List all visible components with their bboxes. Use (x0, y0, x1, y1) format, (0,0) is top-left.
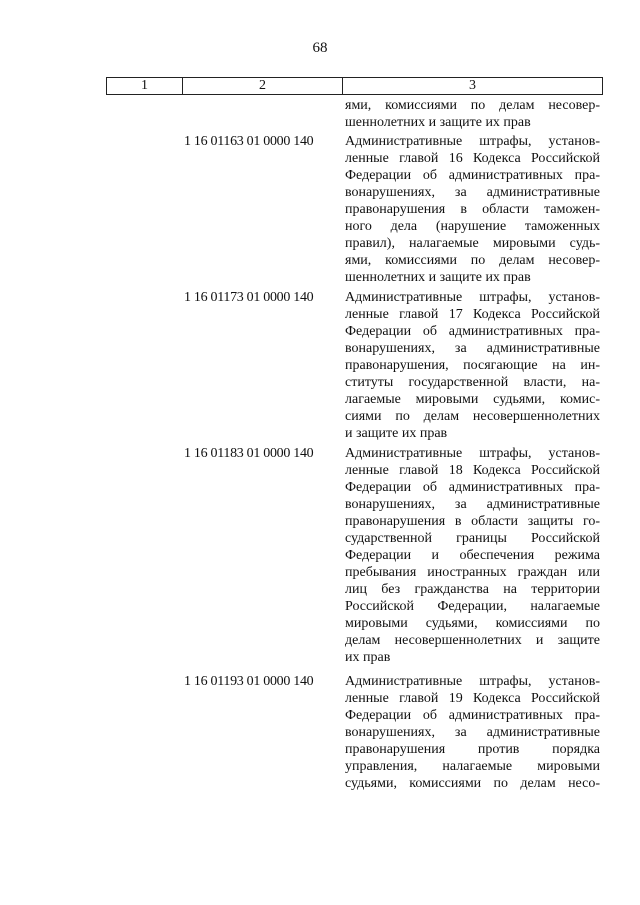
description-line: ленные главой 18 Кодекса Российской (345, 463, 600, 478)
row-description (345, 133, 600, 286)
description-line: лагаемые мировыми судьями, комис- (345, 392, 600, 407)
description-line: шеннолетних и защите их прав (345, 115, 531, 130)
description-line: Административные штрафы, установ- (345, 134, 600, 149)
budget-code: 1 16 01183 01 0000 140 (184, 446, 314, 461)
row-description (345, 289, 600, 442)
description-line: ституты государственной власти, на- (345, 375, 600, 390)
description-line: Административные штрафы, установ- (345, 674, 600, 689)
page-number: 68 (312, 40, 328, 56)
description-line: пребывания иностранных граждан или (345, 565, 600, 580)
budget-code: 1 16 01173 01 0000 140 (184, 290, 314, 305)
description-line: правонарушения, посягающие на ин- (345, 358, 600, 373)
description-line: вонарушениях, за административные (345, 185, 600, 200)
table-header-row (106, 77, 603, 95)
description-line: сударственной границы Российской (345, 531, 600, 546)
description-line: Федерации об административных пра- (345, 708, 600, 723)
description-line: делам несовершеннолетних и защите (345, 633, 600, 648)
description-line: ленные главой 17 Кодекса Российской (345, 307, 600, 322)
budget-code: 1 16 01163 01 0000 140 (184, 134, 314, 149)
description-line: Федерации об административных пра- (345, 168, 600, 183)
description-line: правонарушения в области защиты го- (345, 514, 600, 529)
description-line: правил), налагаемые мировыми судь- (345, 236, 600, 251)
description-line: Федерации об административных пра- (345, 324, 600, 339)
description-line: Административные штрафы, установ- (345, 446, 600, 461)
description-line: судьями, комиссиями по делам несо- (345, 776, 600, 791)
description-line: вонарушениях, за административные (345, 497, 600, 512)
description-line: ями, комиссиями по делам несовер- (345, 98, 600, 113)
row-description (345, 673, 600, 792)
table-header-col-1: 1 (107, 78, 183, 94)
row-description (345, 97, 600, 131)
table-header-col-2: 2 (183, 78, 343, 94)
description-line: лиц без гражданства на территории (345, 582, 600, 597)
description-line: ного дела (нарушение таможенных (345, 219, 600, 234)
description-line: правонарушения в области таможен- (345, 202, 600, 217)
description-line: вонарушениях, за административные (345, 725, 600, 740)
description-line: шеннолетних и защите их прав (345, 270, 531, 285)
description-line: ями, комиссиями по делам несовер- (345, 253, 600, 268)
description-line: ленные главой 16 Кодекса Российской (345, 151, 600, 166)
description-line: Федерации об административных пра- (345, 480, 600, 495)
table-header-col-3: 3 (469, 78, 476, 93)
description-line: управления, налагаемые мировыми (345, 759, 600, 774)
description-line: и защите их прав (345, 426, 448, 441)
description-line: Федерации и обеспечения режима (345, 548, 600, 563)
description-line: их прав (345, 650, 391, 665)
row-description (345, 445, 600, 666)
description-line: Административные штрафы, установ- (345, 290, 600, 305)
description-line: Российской Федерации, налагаемые (345, 599, 600, 614)
description-line: сиями по делам несовершеннолетних (345, 409, 600, 424)
description-line: ленные главой 19 Кодекса Российской (345, 691, 600, 706)
budget-code: 1 16 01193 01 0000 140 (184, 674, 314, 689)
description-line: мировыми судьями, комиссиями по (345, 616, 600, 631)
description-line: правонарушения против порядка (345, 742, 600, 757)
description-line: вонарушениях, за административные (345, 341, 600, 356)
